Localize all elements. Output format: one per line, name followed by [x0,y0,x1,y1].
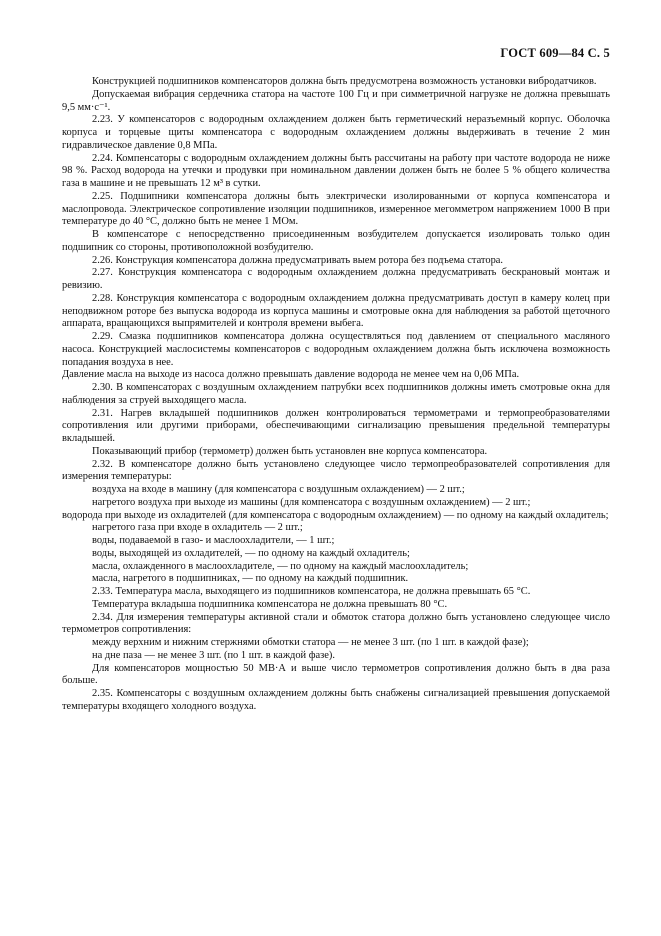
list-item: нагретого воздуха при выходе из машины (для компенсатора с воздушным охлаждением) — 2 шт.; [92,496,531,508]
paragraph: 2.27. Конструкция компенсатора с водородным охлаждением должна предусматривать бескрановый монтаж и ревизию. [62,267,610,291]
paragraph: 2.33. Температура масла, выходящего из подшипников компенсатора, не должна превышать 65 °С. [92,586,531,597]
paragraph: Показывающий прибор (термометр) должен быть установлен вне корпуса компенсатора. [92,445,488,457]
paragraph: Конструкцией подшипников компенсаторов должна быть предусмотрена возможность установки вибродатчиков. [92,76,597,87]
paragraph: 2.28. Конструкция компенсатора с водородным охлаждением должна предусматривать доступ в камеру колец при неподвижном роторе без выпуска водорода из корпуса машины и смотровые окна для наблюдения за работой щеточного аппарата, вращающихся выпрямителей и контроля времени выбега. [62,292,610,330]
list-item: нагретого газа при входе в охладитель — 2 шт.; [92,522,303,534]
paragraph: 2.30. В компенсаторах с воздушным охлаждением патрубки всех подшипников должны иметь смотровые окна для наблюдения за струей выходящего масла. [62,382,610,406]
paragraph: 2.31. Нагрев вкладышей подшипников должен контролироваться термометрами и термопреобразователями сопротивления или другими приборами, обеспечивающими сигнализацию превышения предельной температуры вкладышей. [62,407,610,444]
list-item: между верхним и нижним стержнями обмотки статора — не менее 3 шт. (по 1 шт. в каждой фазе); [92,637,529,648]
paragraph: 2.23. У компенсаторов с водородным охлаждением должен быть герметический неразъемный корпус. Оболочка корпуса и торцевые щиты компенсатора с водородным охлаждением должны выдерживать в течение 2 мин гидравлическое давление 0,8 МПа. [62,114,610,151]
paragraph: 2.25. Подшипники компенсатора должны быть электрически изолированными от корпуса компенсатора и маслопровода. Электрическое сопротивление изоляции подшипников, измеренное мегомметром напряжением 1000 В при температуре до 40 °С, должно быть не менее 1 МОм. [62,190,610,228]
list-item: масла, охлажденного в маслоохладителе, — по одному на каждый маслоохладитель; [92,560,469,572]
paragraph: 2.29. Смазка подшипников компенсатора должна осуществляться под давлением от специального масляного насоса. Конструкцией маслосистемы компенсаторов с водородным охлаждением должна быть исключена возможность попадания воздуха в нее. [62,331,610,368]
list-item: масла, нагретого в подшипниках, — по одному на каждый подшипник. [92,573,409,585]
list-item: на дне паза — не менее 3 шт. (по 1 шт. в каждой фазе). [92,649,335,661]
paragraph: 2.32. В компенсаторе должно быть установлено следующее число термопреобразователей сопротивления для измерения температуры: [62,458,610,483]
paragraph: Температура вкладыша подшипника компенсатора не должна превышать 80 °С. [92,598,448,610]
paragraph: В компенсаторе с непосредственно присоединенным возбудителем допускается изолировать только один подшипник со стороны, противоположной возбудителю. [62,229,610,253]
list-item: воздуха на входе в машину (для компенсатора с воздушным охлаждением) — 2 шт.; [92,484,465,495]
paragraph: Для компенсаторов мощностью 50 МВ·А и выше число термометров сопротивления должно быть в два раза больше. [62,662,610,687]
list-item: воды, подаваемой в газо- и маслоохладители, — 1 шт.; [92,535,335,546]
paragraph: 2.34. Для измерения температуры активной стали и обмоток статора должно быть установлено следующее число термометров сопротивления: [62,611,610,636]
list-item: водорода при выходе из охладителей (для компенсатора с водородным охлаждением) — по одному на каждый охладитель; [62,509,609,521]
list-item: воды, выходящей из охладителей, — по одному на каждый охладитель; [92,547,410,559]
page-header: ГОСТ 609—84 С. 5 [500,46,610,60]
paragraph: 2.24. Компенсаторы с водородным охлаждением должны быть рассчитаны на работу при частоте водорода не ниже 98 %. Расход водорода на утечки и продувки при номинальном давлении должен быть не более 5 % общего количества газа в машине и не превышать 12 м³ в сутки. [62,152,610,189]
document-body [62,76,610,714]
paragraph: Допускаемая вибрация сердечника статора на частоте 100 Гц и при симметричной нагрузке не должна превышать 9,5 мм·с⁻¹. [62,88,610,113]
paragraph: 2.35. Компенсаторы с воздушным охлаждением должны быть снабжены сигнализацией превышения допускаемой температуры входящего холодного воздуха. [62,688,610,712]
paragraph: Давление масла на выходе из насоса должно превышать давление водорода не менее чем на 0,06 МПа. [62,369,520,381]
paragraph: 2.26. Конструкция компенсатора должна предусматривать выем ротора без подъема статора. [92,254,504,266]
